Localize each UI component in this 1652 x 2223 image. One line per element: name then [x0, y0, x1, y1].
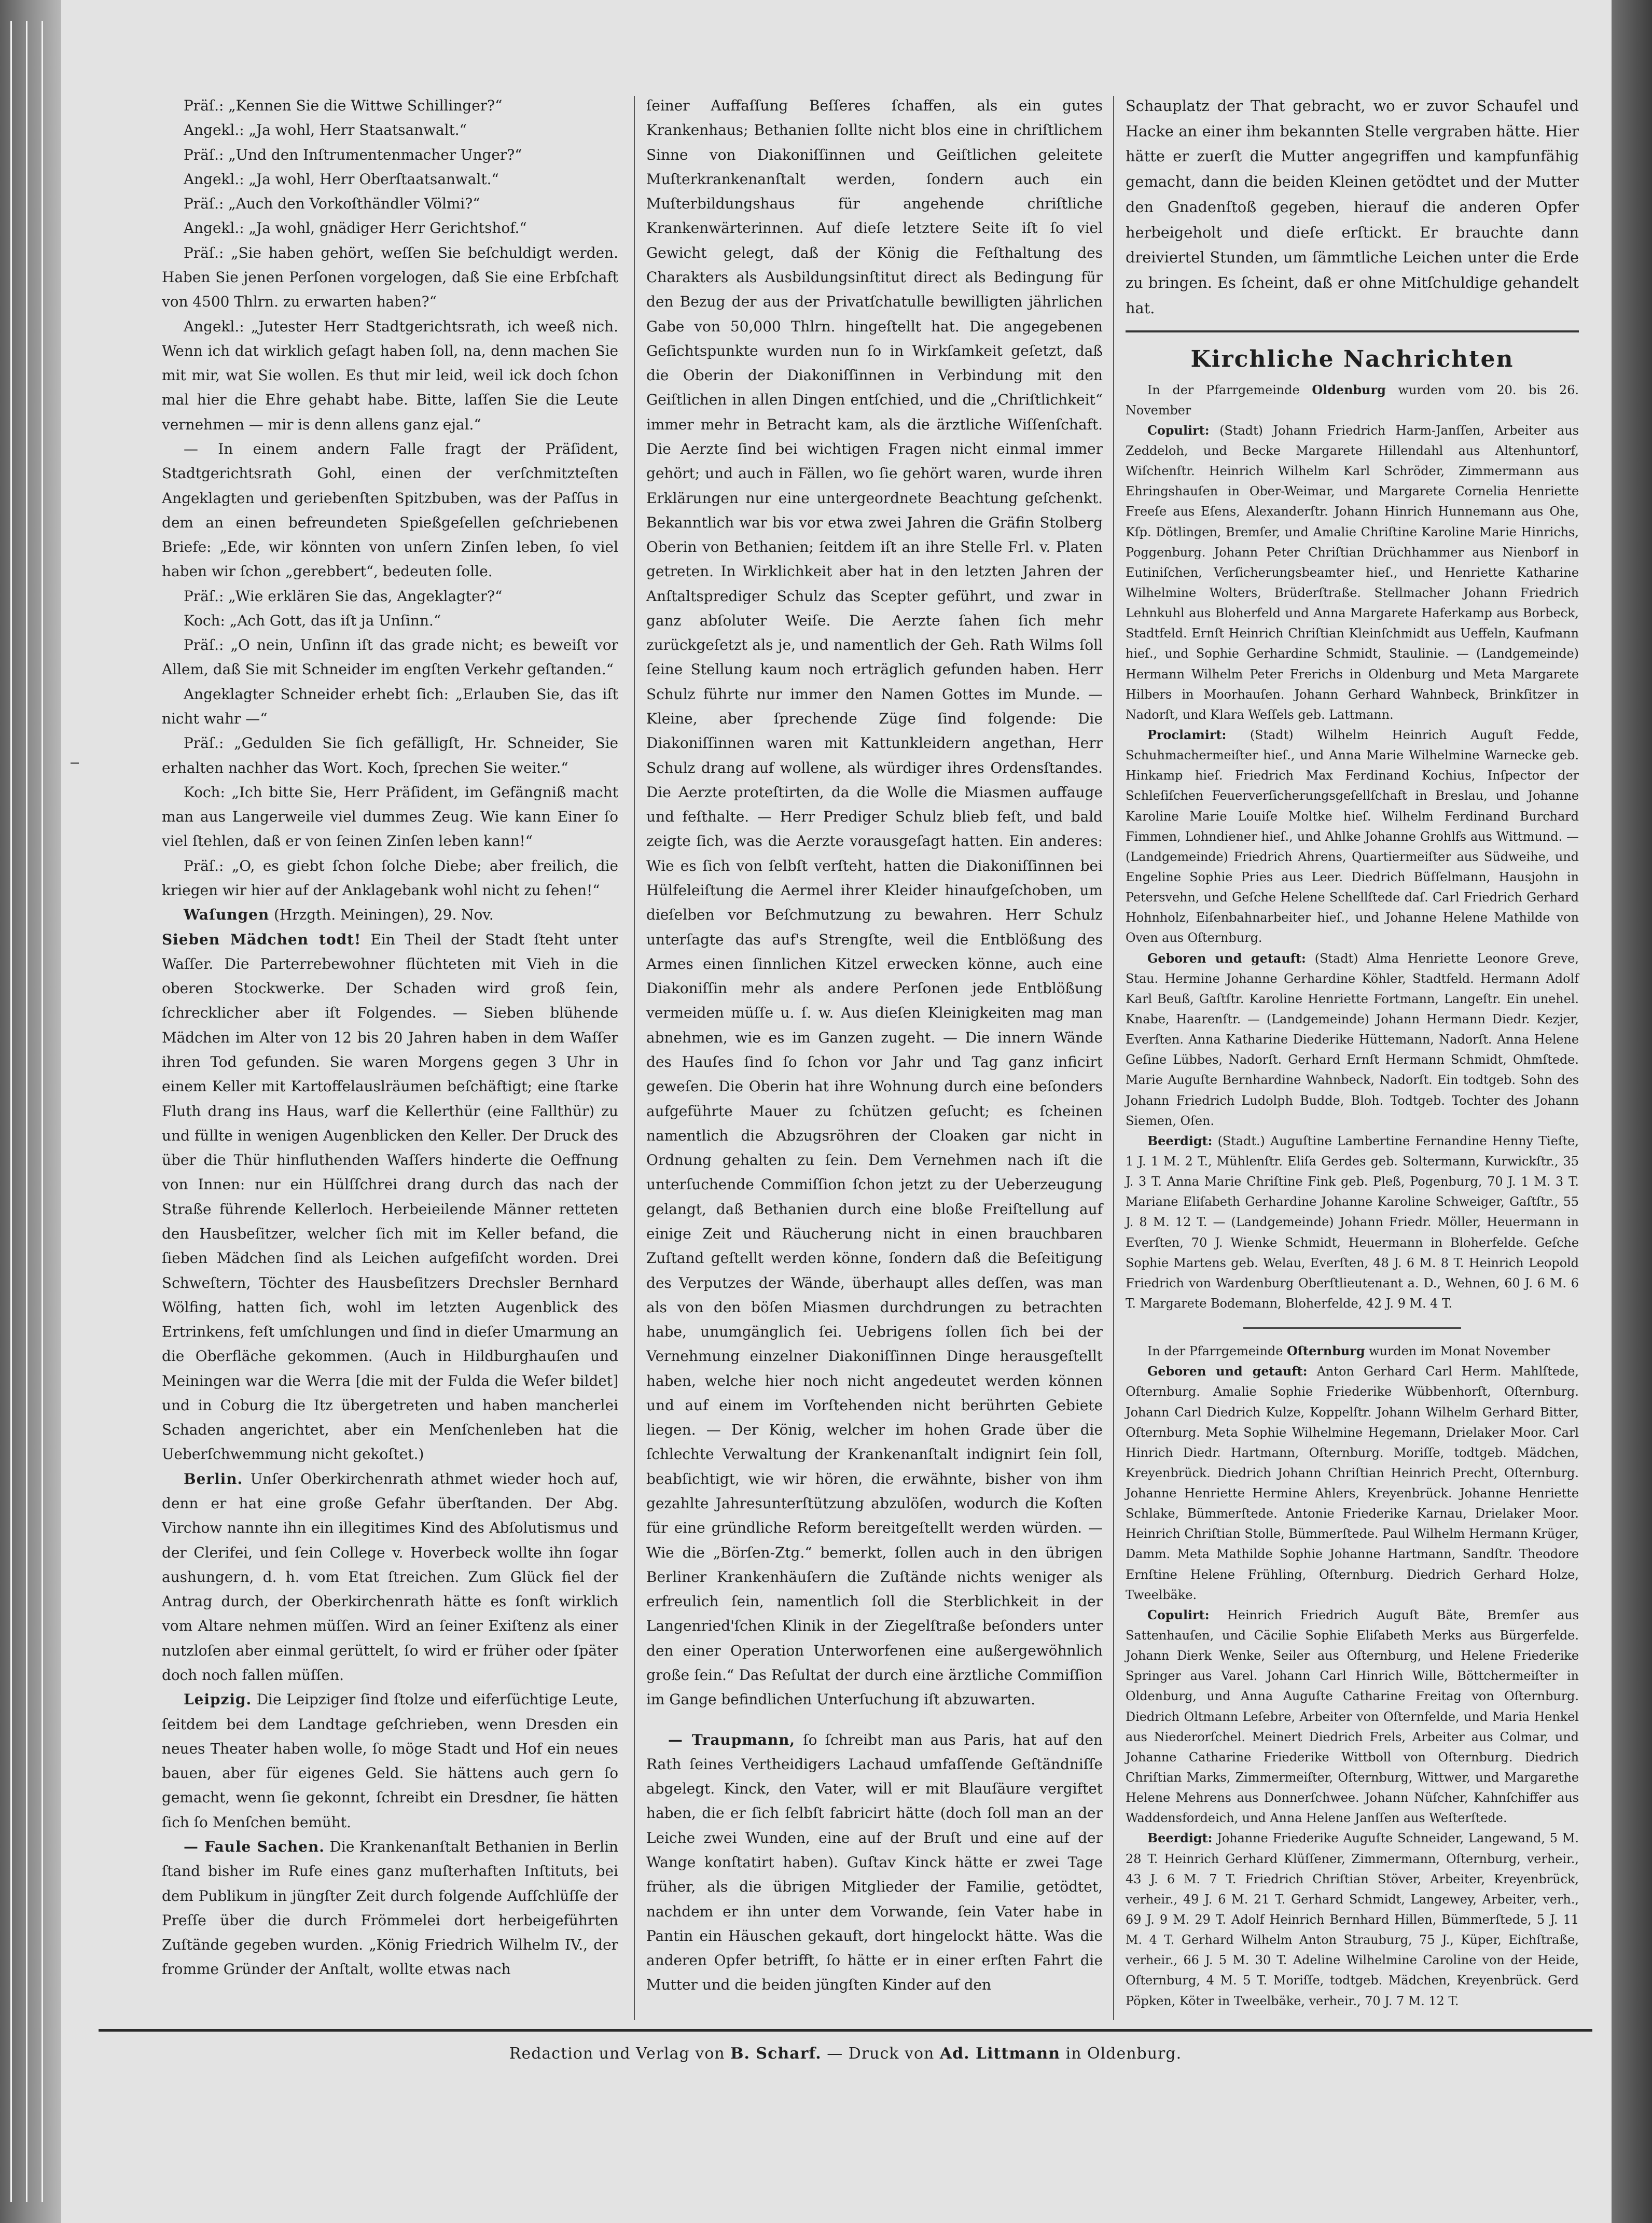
imprint-text: Redaction und Verlag von	[509, 2045, 725, 2063]
article-traupmann-body: ſo ſchreibt man aus Paris, hat auf den Rath ſeines Vertheidigers Lachaud umfaſſende Geſtändniſſe abgelegt. Kinck, den Vater, will er mit Blauſäure vergiftet haben, die er ſich ſelbſt fabricirt hätte (doch ſoll man an der Leiche zwei Wunden, eine auf der Bruſt und eine auf der Wange konſtatirt haben). Guſtav Kinck hätte er zwei Tage früher, als die übrigen Mitglieder der Familie, getödtet, nachdem er ihn unter dem Vorwande, ſein Vater habe in Pantin ein Häuschen gekauft, dort hingelockt hätte. Was die anderen Opfer betrifft, ſo hätte er in einer erſten Fahrt die Mutter und die beiden jüngſten Kinder auf den	[646, 1731, 1103, 1994]
dialogue-line: Angekl.: „Ja wohl, gnädiger Herr Gerichtshof.“	[184, 219, 527, 237]
entry-text: (Stadt.) Auguſtine Lambertine Fernandine Henny Tieſte, 1 J. 1 M. 2 T., Mühlenſtr. Eliſa Gerdes geb. Soltermann, Kurwickſtr., 35 J. 3 T. Anna Marie Chriſtine Fink geb. Pleß, Pogenburg, 70 J. 1 M. 3 T. Mariane Eliſabeth Gerhardine Johanne Karoline Schweiger, Gaſtſtr., 55 J. 8 M. 12 T. — (Landgemeinde) Johann Friedr. Möller, Heuermann in Everſten, 70 J. Wienke Schmidt, Heuermann in Bloherfelde. Geſche Sophie Martens geb. Welau, Everſten, 48 J. 6 M. 8 T. Heinrich Leopold Friedrich von Wardenburg Oberſtlieutenant a. D., Wehnen, 60 J. 6 M. 6 T. Margarete Bodemann, Bloherfelde, 42 J. 9 M. 4 T.	[1126, 1133, 1579, 1311]
entry-text: (Stadt) Wilhelm Heinrich Auguſt Fedde, Schuhmachermeiſter hieſ., und Anna Marie Wilhelmine Warnecke geb. Hinkamp hieſ. Friedrich Max Ferdinand Kochius, Inſpector der Schleſiſchen Feuerverſicherungsgeſellſchaft in Breslau, und Johanne Karoline Marie Louiſe Moltke hieſ. Wilhelm Ferdinand Burchard Fimmen, Lohndiener hieſ., und Ahlke Johanne Grohlfs aus Wittmund. — (Landgemeinde) Friedrich Ahrens, Quartiermeiſter aus Südweihe, und Engeline Sophie Pries aus Leer. Diedrich Büſſelmann, Hausjohn in Petersvehn, und Geſche Helene Schellſtede daſ. Carl Friedrich Gerhard Hohnholz, Eiſenbahnarbeiter hieſ., und Johanne Helene Mathilde von Oven aus Oſternburg.	[1126, 728, 1579, 946]
dialogue-line: Präſ.: „O nein, Unſinn iſt das grade nicht; es beweiſt vor Allem, daß Sie mit Schneider im engſten Verkehr geſtanden.“	[162, 636, 618, 678]
parish-intro-text: In der Pfarrgemeinde	[1147, 1344, 1283, 1359]
headline-faule-sachen: — Faule Sachen.	[184, 1838, 325, 1855]
imprint-text: — Druck von	[827, 2045, 935, 2063]
entry-ost-geboren	[1126, 1361, 1579, 1605]
entry-beerdigt	[1126, 1131, 1579, 1314]
article-traupmann-cont: Schauplatz der That gebracht, wo er zuvor Schaufel und Hacke an einer ihm bekannten Stelle vergraben hätte. Hier hätte er zuerſt die Mutter angegriffen und kampfunfähig gemacht, dann die beiden Kleinen getödtet und der Mutter den Gnadenſtoß gegeben, hierauf die anderen Opfer herbeigeholt und dieſe erſtickt. Er brauchte dann dreiviertel Stunden, um ſämmtliche Leichen unter die Erde zu bringen. Es ſcheint, daß er ohne Mitſchuldige gehandelt hat.	[1126, 97, 1579, 317]
column-3	[1126, 93, 1579, 2011]
column-divider	[1113, 96, 1114, 2020]
binding-gutter	[0, 0, 61, 2223]
entry-proclamirt	[1126, 725, 1579, 949]
dialogue-line: Angekl.: „Ja wohl, Herr Staatsanwalt.“	[184, 121, 467, 139]
dialogue-line: Präſ.: „Und den Inſtrumentenmacher Unger?“	[184, 146, 522, 163]
printer-name: Ad. Littmann	[939, 2045, 1061, 2063]
column-2	[646, 93, 1103, 1997]
margin-mark	[71, 762, 79, 774]
dialogue-line: Angekl.: „Ja wohl, Herr Oberſtaatsanwalt.“	[184, 170, 499, 188]
page-edge-line	[26, 21, 27, 2202]
parish-intro-osternburg	[1126, 1341, 1579, 1361]
section-title: Kirchliche Nachrichten	[1190, 345, 1514, 372]
dialogue-line: Präſ.: „Kennen Sie die Wittwe Schillinger?“	[184, 97, 503, 114]
dialogue-line: Präſ.: „Gedulden Sie ſich gefälligſt, Hr. Schneider, Sie erhalten nachher das Wort. Koch, ſprechen Sie weiter.“	[162, 734, 618, 776]
article-faule-body: Die Krankenanſtalt Bethanien in Berlin ſtand bisher im Rufe eines ganz muſterhaften Inſtituts, bei dem Publikum in jüngſter Zeit durch folgende Aufſchlüſſe der Preſſe über die durch Frömmelei dort herbeigeführten Zuſtände gegeben wurden. „König Friedrich Wilhelm IV., der fromme Gründer der Anſtalt, wollte etwas nach	[162, 1838, 618, 1978]
headline-traupmann: — Traupmann,	[668, 1731, 796, 1748]
entry-label: Copulirt:	[1147, 1607, 1210, 1622]
article-leipzig	[162, 1687, 618, 1835]
entry-text: (Stadt) Alma Henriette Leonore Greve, Stau. Hermine Johanne Gerhardine Köhler, Stadtfeld. Hermann Adolf Karl Beuß, Gaſtſtr. Karoline Henriette Fortmann, Langeſtr. Ein unehel. Knabe, Haarenſtr. — (Landgemeinde) Johann Hermann Diedr. Kezjer, Everſten. Anna Katharine Diederike Hüttemann, Nadorſt. Anna Helene Geſine Lübbes, Nadorſt. Gerhard Ernſt Hermann Schmidt, Ohmſtede. Marie Auguſte Bernhardine Wahnbeck, Nadorſt. Ein todtgeb. Sohn des Johann Friedrich Ludolph Budde, Bloh. Todtgeb. Tochter des Johann Siemen, Oſen.	[1126, 951, 1579, 1128]
entry-label: Proclamirt:	[1147, 728, 1227, 742]
headline-sieben: Sieben Mädchen todt!	[162, 930, 362, 948]
article-faule-sachen	[162, 1835, 618, 1982]
dialogue-line: Präſ.: „Wie erklären Sie das, Angeklagter?“	[184, 587, 503, 605]
entry-ost-beerdigt	[1126, 1828, 1579, 2011]
dateline-wasungen: Waſungen	[184, 906, 270, 924]
article-sieben-body: Ein Theil der Stadt ſteht unter Waſſer. Die Parterrebewohner flüchteten mit Vieh in die oberen Stockwerke. Der Schaden wird groß ſein, ſchrecklicher aber iſt Folgendes. — Sieben blühende Mädchen im Alter von 12 bis 20 Jahren haben in dem Waſſer ihren Tod gefunden. Sie waren Morgens gegen 3 Uhr in einem Keller mit Kartoffelauslräumen beſchäftigt; eine ſtarke Fluth drang ins Haus, warf die Kellerthür (eine Fallthür) zu und füllte in wenigen Augenblicken den Keller. Der Druck des über die Thür hinfluthenden Waſſers hinderte die Oeffnung von Innen: nur ein Hülſſchrei drang durch das nach der Straße führende Kellerloch. Herbeieilende Männer retteten den Hausbeſitzer, welcher ſich mit im Keller befand, die ſieben Mädchen ſind als Leichen aufgefiſcht worden. Drei Schweſtern, Töchter des Hausbeſitzers Drechsler Bernhard Wölfing, hatten ſich, wohl im letzten Augenblick des Ertrinkens, feſt umſchlungen und ſind in dieſer Umarmung an die Oberfläche gekommen. (Auch in Hildburghauſen und Meiningen war die Werra [die mit der Fulda die Weſer bildet] und in Coburg die Itz übergetreten und haben mancherlei Schaden angerichtet, aber ein Menſchenleben hat die Ueberſchwemmung nicht gekoſtet.)	[162, 930, 619, 1463]
article-leipzig-body: Die Leipziger ſind ſtolze und eiferſüchtige Leute, ſeitdem bei dem Landtage geſchrieben, wenn Dresden ein neues Theater haben wolle, ſo möge Stadt und Hof ein neues bauen, aber für eigenes Geld. Sie hättens auch gern ſo gemacht, wenn ſie gekonnt, ſchreibt ein Dresdner, ſie hätten ſich ſo Menſchen bemüht.	[162, 1691, 618, 1831]
section-rule	[1126, 330, 1579, 332]
parish-intro-text: wurden vom 20. bis 26. November	[1126, 382, 1579, 418]
entry-label: Copulirt:	[1147, 423, 1210, 438]
dateline-berlin: Berlin.	[184, 1470, 243, 1488]
entry-text: Anton Gerhard Carl Herm. Mahlſtede, Oſternburg. Amalie Sophie Friederike Wübbenhorſt, Oſternburg. Johann Carl Diedrich Kulze, Koppelſtr. Johann Wilhelm Gerhard Bitter, Oſternburg. Meta Sophie Wilhelmine Hegemann, Drielaker Moor. Carl Hinrich Diedr. Hartmann, Oſternburg. Moriſſe, todtgeb. Mädchen, Kreyenbrück. Diedrich Johann Chriſtian Heinrich Precht, Oſternburg. Johanne Henriette Hermine Ahlers, Kreyenbrück. Johanne Henriette Schlake, Bümmerſtede. Antonie Friederike Karnau, Drielaker Moor. Heinrich Chriſtian Stolle, Bümmerſtede. Paul Wilhelm Hermann Krüger, Damm. Meta Mathilde Sophie Johanne Hartmann, Sandſtr. Theodore Ernſtine Helene Frühling, Oſternburg. Diedrich Gerhard Holze, Tweelbäke.	[1126, 1364, 1579, 1602]
parish-intro-oldenburg	[1126, 380, 1579, 421]
dateline-leipzig: Leipzig.	[184, 1691, 252, 1708]
page-edge-line	[41, 21, 43, 2202]
imprint-text: in Oldenburg.	[1065, 2045, 1182, 2063]
dialogue-line: Präſ.: „Auch den Vorkoſthändler Völmi?“	[184, 195, 480, 213]
parish-intro-text: wurden im Monat November	[1369, 1344, 1550, 1359]
dialogue-line: Präſ.: „Sie haben gehört, weſſen Sie beſchuldigt werden. Haben Sie jenen Perſonen vorgelogen, daß Sie eine Erbſchaft von 4500 Thlrn. zu erwarten haben?“	[162, 244, 618, 311]
imprint	[99, 2043, 1592, 2065]
entry-ost-copulirt	[1126, 1605, 1579, 1829]
entry-geboren	[1126, 949, 1579, 1131]
page-edge-line	[10, 21, 12, 2202]
parish-name: Oſternburg	[1286, 1344, 1365, 1359]
column-1	[162, 93, 618, 1982]
article-wasungen	[162, 902, 618, 927]
publisher-name: B. Scharf.	[730, 2045, 822, 2063]
article-traupmann	[646, 1728, 1103, 1997]
article-sieben	[162, 927, 618, 1467]
entry-text: Johanne Friederike Auguſte Schneider, Langewand, 5 M. 28 T. Heinrich Gerhard Klüſſener, Zimmermann, Oſternburg, verheir., 43 J. 6 M. 7 T. Friedrich Chriſtian Stöver, Arbeiter, Kreyenbrück, verheir., 49 J. 6 M. 21 T. Gerhard Schmidt, Langewey, Arbeiter, verh., 69 J. 9 M. 29 T. Adolf Heinrich Bernhard Hillen, Bümmerſtede, 5 J. 11 M. 4 T. Gerhard Wilhelm Anton Strauburg, 75 J., Küper, Eichſtraße, verheir., 66 J. 5 M. 30 T. Adeline Wilhelmine Caroline von der Heide, Oſternburg, 4 M. 5 T. Moriſſe, todtgeb. Mädchen, Kreyenbrück. Gerd Pöpken, Köter in Tweelbäke, verheir., 70 J. 7 M. 12 T.	[1126, 1831, 1579, 2008]
imprint-rule	[99, 2029, 1592, 2032]
dialogue-line: Koch: „Ach Gott, das iſt ja Unſinn.“	[184, 612, 441, 629]
parish-name: Oldenburg	[1312, 382, 1386, 397]
column-divider	[634, 96, 635, 2020]
dialogue-line: Koch: „Ich bitte Sie, Herr Präſident, im Gefängniß macht man aus Langerweile viel dummes Zeug. Wie kann Einer ſo viel ſtehlen, daß er von ſeinen Zinſen leben kann!“	[162, 783, 618, 850]
church-news	[1126, 380, 1579, 2011]
entry-label: Geboren und getauft:	[1147, 951, 1306, 966]
entry-label: Beerdigt:	[1147, 1133, 1213, 1148]
entry-label: Beerdigt:	[1147, 1831, 1213, 1846]
dialogue-line: Präſ.: „O, es giebt ſchon ſolche Diebe; aber freilich, die kriegen wir hier auf der Anklagebank wohl nicht zu ſehen!“	[162, 857, 618, 899]
entry-text: (Stadt) Johann Friedrich Harm-Janſſen, Arbeiter aus Zeddeloh, und Becke Margarete Hillendahl aus Altenhuntorf, Wiſchenſtr. Heinrich Wilhelm Karl Schröder, Zimmermann aus Ehringshauſen in Ober-Weimar, und Margarete Cornelia Henriette Freeſe aus Eſens, Alexanderſtr. Johann Hinrich Hunnemann aus Ohe, Kſp. Dötlingen, Bremſer, und Amalie Chriſtine Karoline Marie Hinrichs, Poggenburg. Johann Peter Chriſtian Drüchhammer aus Nienborf in Eutiniſchen, Verſicherungsbeamter hieſ., und Henriette Katharine Wilhelmine Wolters, Brüderſtraße. Stellmacher Johann Friedrich Lehnkuhl aus Bloherfeld und Anna Margarete Haferkamp aus Borbeck, Stadtfeld. Ernſt Heinrich Chriſtian Kleinſchmidt aus Ueffeln, Kaufmann hieſ., und Sophie Gerhardine Schmidt, Staulinie. — (Landgemeinde) Hermann Wilhelm Peter Frerichs in Oldenburg und Meta Margarete Hilbers in Moorhauſen. Johann Gerhard Wahnbeck, Brinkſitzer in Nadorſt, und Klara Weſſels geb. Lattmann.	[1126, 423, 1579, 722]
parish-divider	[1243, 1327, 1461, 1329]
dialogue-line: Angeklagter Schneider erhebt ſich: „Erlauben Sie, das iſt nicht wahr —“	[162, 685, 618, 728]
dialogue-line: — In einem andern Falle fragt der Präſident, Stadtgerichtsrath Gohl, einen der verſchmitzteſten Angeklagten und geriebenſten Spitzbuben, was der Paſſus in dem an einen befreundeten Spießgeſellen geſchriebenen Briefe: „Ede, wir könnten von unſern Zinſen leben, ſo viel haben wir ſchon „gerebbert“, bedeuten ſolle.	[162, 440, 618, 580]
article-berlin-body: Unſer Oberkirchenrath athmet wieder hoch auf, denn er hat eine große Gefahr überſtanden. Der Abg. Virchow nannte ihn ein illegitimes Kind des Abſolutismus und der Clerifei, und ſein College v. Hoverbeck wollte ihn ſogar aushungern, d. h. vom Etat ſtreichen. Zum Glück fiel der Antrag durch, der Oberkirchenrath hätte es ſonſt wirklich vom Altare nehmen müſſen. Wird an ſeiner Exiſtenz als einer nutzloſen aber einmal gerüttelt, ſo wird er früher oder ſpäter doch noch fallen müſſen.	[162, 1470, 618, 1684]
dateline-wasungen-detail: (Hrzgth. Meiningen), 29. Nov.	[274, 906, 494, 924]
entry-text: Heinrich Friedrich Auguſt Bäte, Bremſer aus Sattenhauſen, und Cäcilie Sophie Eliſabeth Merks aus Bürgerfelde. Johann Dierk Wenke, Seiler aus Oſternburg, und Helene Friederike Springer aus Varel. Johann Carl Hinrich Wille, Böttchermeiſter in Oldenburg, und Anna Auguſte Catharine Freitag von Oſternburg. Diedrich Oltmann Leſebre, Arbeiter von Oſternfelde, und Maria Henkel aus Niederorſchel. Meinert Diedrich Frels, Arbeiter aus Colmar, und Johanne Catharine Friederike Wittboll von Oſternburg. Diedrich Chriſtian Marks, Zimmermeiſter, Oſternburg, Wittwer, und Margarethe Helene Mehrens aus Donnerſchwee. Johann Nüſcher, Kahnſchiffer aus Waddensfordeich, und Anna Helene Janſſen aus Weſterſtede.	[1126, 1607, 1579, 1826]
article-bethanien-cont: ſeiner Auffaſſung Beſſeres ſchaffen, als ein gutes Krankenhaus; Bethanien ſollte nicht blos eine in chriſtlichem Sinne von Diakoniſſinnen und Geiſtlichen geleitete Muſterkrankenanſtalt werden, ſondern auch ein Muſterbildungshaus für angehende chriſtliche Krankenwärterinnen. Auf dieſe letztere Seite iſt ſo viel Gewicht gelegt, daß der König die Feſthaltung des Charakters als Ausbildungsinſtitut direct als Bedingung für den Bezug der aus der Privatſchatulle bewilligten jährlichen Gabe von 50,000 Thlrn. hingeſtellt hat. Die angegebenen Geſichtspunkte wurden nun ſo in Wirkſamkeit geſetzt, daß die Oberin der Diakoniſſinnen in Verbindung mit den Geiſtlichen in allen Dingen entſchied, und die „Chriſtlichkeit“ immer mehr in Betracht kam, als die ärztliche Wiſſenſchaft. Die Aerzte ſind bei wichtigen Fragen nicht einmal immer gehört; und auch in Fällen, wo ſie gehört waren, wurde ihren Erklärungen nur eine untergeordnete Beachtung geſchenkt. Bekanntlich war bis vor etwa zwei Jahren die Gräfin Stolberg Oberin von Bethanien; ſeitdem iſt an ihre Stelle Frl. v. Platen getreten. In Wirklichkeit aber hat in den letzten Jahren der Anſtaltsprediger Schulz das Scepter geführt, und zwar in ganz abſoluter Weiſe. Die Aerzte ſahen ſich mehr zurückgeſetzt als je, und namentlich der Geh. Rath Wilms ſoll ſeine Stellung kaum noch erträglich gefunden haben. Herr Schulz führte nur immer den Namen Gottes im Munde. — Kleine, aber ſprechende Züge ſind folgende: Die Diakoniſſinnen waren mit Kattunkleidern angethan, Herr Schulz drang auf wollene, als würdiger ihres Ordensſtandes. Die Aerzte proteſtirten, da die Wolle die Miasmen auffauge und feſthalte. — Herr Prediger Schulz blieb feſt, und bald zeigte ſich, was die Aerzte vorausgeſagt hatten. Ein anderes: Wie es ſich von ſelbſt verſteht, hatten die Diakoniſſinnen bei Hülfeleiſtung die Aermel ihrer Kleider hinaufgeſchoben, um dieſelben vor Beſchmutzung zu bewahren. Herr Schulz unterſagte das auf's Strengſte, weil die Entblößung des Armes einen ſinnlichen Kitzel erwecken könne, auch eine Diakoniſſin mehr als andere Perſonen jede Entblößung vermeiden müſſe u. ſ. w. Aus dieſen Kleinigkeiten mag man abnehmen, wie es im Ganzen zugeht. — Die innern Wände des Hauſes ſind ſo ſchon vor Jahr und Tag ganz inficirt geweſen. Die Oberin hat ihre Wohnung durch eine beſonders aufgeführte Mauer zu ſchützen geſucht; es ſcheinen namentlich die Abzugsröhren der Cloaken gar nicht in Ordnung gehalten zu ſein. Dem Vernehmen nach iſt die unterſuchende Commiſſion ſchon jetzt zu der Ueberzeugung gelangt, daß Bethanien durch eine bloße Freiſtellung auf einige Zeit und Räucherung nicht in einen brauchbaren Zuſtand geſtellt werden könne, ſondern daß die Beſeitigung des Verputzes der Wände, überhaupt alles deſſen, was man als von den böſen Miasmen durchdrungen zu betrachten habe, unumgänglich ſei. Uebrigens ſollen ſich bei der Vernehmung einzelner Diakoniſſinnen Dinge herausgeſtellt haben, welche hier noch nicht angedeutet werden können und auf einem im Vorſtehenden nicht berührten Gebiete liegen. — Der König, welcher im hohen Grade über die ſchlechte Verwaltung der Krankenanſtalt indignirt ſein ſoll, beabſichtigt, wie wir hören, die erwähnte, bisher von ihm gezahlte Jahresunterſtützung abzulöſen, wodurch die Koſten für eine gründliche Reform bereitgeſtellt werden würden. — Wie die „Börſen-Ztg.“ bemerkt, ſollen auch in den übrigen Berliner Krankenhäuſern die Zuſtände nichts weniger als erfreulich ſein, namentlich ſoll die Sterblichkeit in der Langenried'ſchen Klinik in der Ziegelſtraße beſonders unter den einer Operation Unterworfenen eine außergewöhnlich große ſein.“ Das Reſultat der durch eine ärztliche Commiſſion im Gange befindlichen Unterſuchung iſt abzuwarten.	[646, 97, 1103, 1708]
dialogue-line: Angekl.: „Jutester Herr Stadtgerichtsrath, ich weeß nich. Wenn ich dat wirklich geſagt haben ſoll, na, denn machen Sie mit mir, wat Sie wollen. Es thut mir leid, weil ick doch ſchon mal hier die Ehre gehabt habe. Bitte, laſſen Sie die Leute vernehmen — mir is denn allens ganz ejal.“	[162, 317, 618, 433]
parish-intro-text: In der Pfarrgemeinde	[1147, 382, 1300, 397]
article-berlin	[162, 1467, 618, 1688]
entry-label: Geboren und getauft:	[1147, 1364, 1308, 1379]
entry-copulirt	[1126, 421, 1579, 725]
scan-edge	[1612, 0, 1652, 2223]
